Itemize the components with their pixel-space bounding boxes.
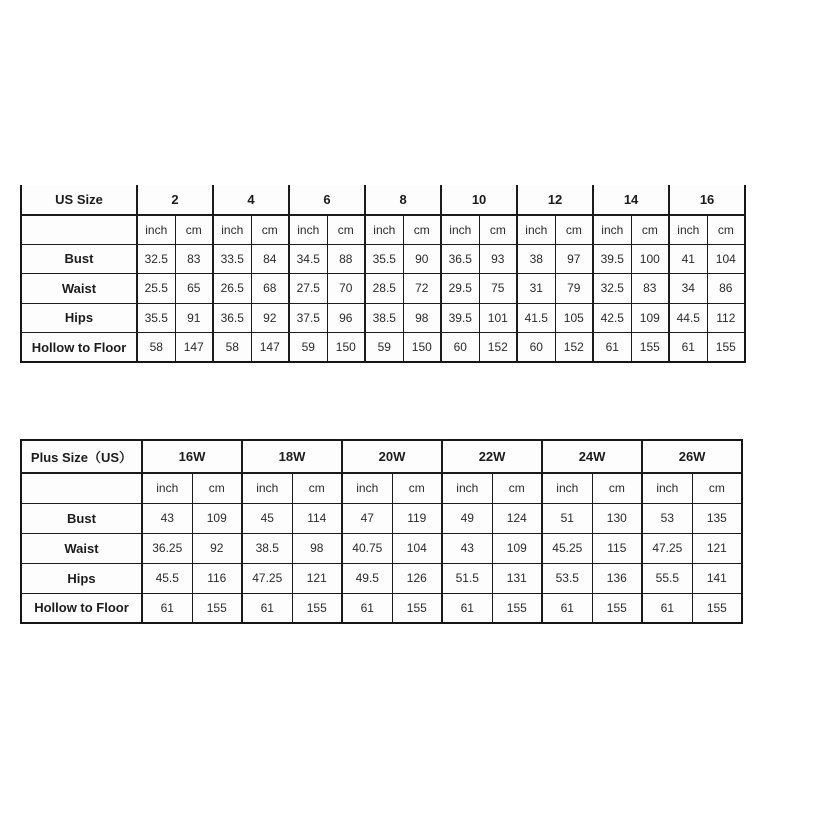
empty-corner-cell [21,215,137,245]
size-column-header: 6 [289,185,365,215]
value-inch-cell: 25.5 [137,274,175,304]
value-cm-cell: 100 [631,244,669,274]
value-inch-cell: 32.5 [593,274,631,304]
header-row [21,185,745,215]
value-cm-cell: 155 [492,593,542,623]
value-cm-cell: 150 [403,333,441,363]
value-inch-cell: 61 [593,333,631,363]
value-cm-cell: 97 [555,244,593,274]
unit-header-inch: inch [242,473,292,503]
unit-header-cm: cm [492,473,542,503]
value-inch-cell: 38.5 [242,533,292,563]
unit-header-inch: inch [365,215,403,245]
value-cm-cell: 124 [492,503,542,533]
value-cm-cell: 70 [327,274,365,304]
unit-header-inch: inch [213,215,251,245]
value-cm-cell: 88 [327,244,365,274]
value-cm-cell: 104 [392,533,442,563]
value-cm-cell: 147 [251,333,289,363]
value-inch-cell: 49 [442,503,492,533]
value-cm-cell: 72 [403,274,441,304]
data-row [21,333,745,363]
value-inch-cell: 47 [342,503,392,533]
value-cm-cell: 114 [292,503,342,533]
value-inch-cell: 61 [142,593,192,623]
value-cm-cell: 104 [707,244,745,274]
value-cm-cell: 116 [192,563,242,593]
value-cm-cell: 105 [555,303,593,333]
unit-header-cm: cm [592,473,642,503]
unit-header-inch: inch [342,473,392,503]
value-inch-cell: 40.75 [342,533,392,563]
value-inch-cell: 47.25 [242,563,292,593]
unit-header-cm: cm [327,215,365,245]
unit-header-cm: cm [631,215,669,245]
size-column-header: 12 [517,185,593,215]
unit-header-cm: cm [555,215,593,245]
value-cm-cell: 68 [251,274,289,304]
value-cm-cell: 150 [327,333,365,363]
data-row [21,533,742,563]
table-corner-label: US Size [21,185,137,215]
unit-header-inch: inch [542,473,592,503]
value-cm-cell: 136 [592,563,642,593]
value-cm-cell: 121 [292,563,342,593]
value-cm-cell: 101 [479,303,517,333]
value-cm-cell: 96 [327,303,365,333]
value-cm-cell: 119 [392,503,442,533]
data-row [21,563,742,593]
value-inch-cell: 38 [517,244,555,274]
value-cm-cell: 98 [292,533,342,563]
value-inch-cell: 58 [137,333,175,363]
value-cm-cell: 126 [392,563,442,593]
value-inch-cell: 49.5 [342,563,392,593]
value-cm-cell: 152 [555,333,593,363]
value-cm-cell: 155 [707,333,745,363]
size-column-header: 14 [593,185,669,215]
value-cm-cell: 109 [631,303,669,333]
value-cm-cell: 75 [479,274,517,304]
value-inch-cell: 26.5 [213,274,251,304]
value-inch-cell: 42.5 [593,303,631,333]
unit-header-inch: inch [669,215,707,245]
value-inch-cell: 58 [213,333,251,363]
value-inch-cell: 36.5 [213,303,251,333]
unit-header-inch: inch [142,473,192,503]
value-inch-cell: 35.5 [365,244,403,274]
unit-header-cm: cm [479,215,517,245]
measurement-label: Hollow to Floor [21,593,142,623]
measurement-label: Bust [21,503,142,533]
data-row [21,244,745,274]
value-cm-cell: 155 [292,593,342,623]
value-inch-cell: 61 [242,593,292,623]
value-inch-cell: 60 [517,333,555,363]
us-size-table [20,185,746,363]
unit-header-cm: cm [403,215,441,245]
size-column-header: 20W [342,440,442,473]
value-inch-cell: 43 [142,503,192,533]
measurement-label: Bust [21,244,137,274]
measurement-label: Waist [21,533,142,563]
value-cm-cell: 147 [175,333,213,363]
unit-header-inch: inch [593,215,631,245]
value-cm-cell: 115 [592,533,642,563]
value-inch-cell: 47.25 [642,533,692,563]
value-inch-cell: 38.5 [365,303,403,333]
value-inch-cell: 61 [642,593,692,623]
data-row [21,274,745,304]
value-inch-cell: 55.5 [642,563,692,593]
unit-header-cm: cm [175,215,213,245]
value-cm-cell: 135 [692,503,742,533]
unit-header-inch: inch [642,473,692,503]
size-column-header: 24W [542,440,642,473]
value-inch-cell: 53.5 [542,563,592,593]
value-cm-cell: 65 [175,274,213,304]
value-inch-cell: 39.5 [593,244,631,274]
value-inch-cell: 34.5 [289,244,327,274]
value-inch-cell: 35.5 [137,303,175,333]
measurement-label: Hips [21,303,137,333]
value-inch-cell: 61 [542,593,592,623]
value-inch-cell: 59 [365,333,403,363]
value-cm-cell: 131 [492,563,542,593]
value-cm-cell: 83 [175,244,213,274]
value-inch-cell: 45.25 [542,533,592,563]
value-inch-cell: 41 [669,244,707,274]
value-cm-cell: 84 [251,244,289,274]
unit-header-cm: cm [192,473,242,503]
value-inch-cell: 44.5 [669,303,707,333]
value-inch-cell: 37.5 [289,303,327,333]
value-inch-cell: 34 [669,274,707,304]
value-inch-cell: 60 [441,333,479,363]
value-inch-cell: 27.5 [289,274,327,304]
value-cm-cell: 91 [175,303,213,333]
data-row [21,593,742,623]
value-inch-cell: 36.5 [441,244,479,274]
unit-header-inch: inch [137,215,175,245]
units-row [21,473,742,503]
value-cm-cell: 130 [592,503,642,533]
value-inch-cell: 61 [342,593,392,623]
units-row [21,215,745,245]
value-inch-cell: 45 [242,503,292,533]
header-row [21,440,742,473]
unit-header-cm: cm [251,215,289,245]
value-cm-cell: 109 [192,503,242,533]
value-inch-cell: 31 [517,274,555,304]
measurement-label: Waist [21,274,137,304]
value-cm-cell: 98 [403,303,441,333]
size-column-header: 22W [442,440,542,473]
table-corner-label: Plus Size（US） [21,440,142,473]
size-column-header: 16 [669,185,745,215]
value-inch-cell: 41.5 [517,303,555,333]
value-inch-cell: 61 [669,333,707,363]
measurement-label: Hollow to Floor [21,333,137,363]
empty-corner-cell [21,473,142,503]
unit-header-inch: inch [289,215,327,245]
size-column-header: 4 [213,185,289,215]
value-cm-cell: 79 [555,274,593,304]
size-column-header: 8 [365,185,441,215]
data-row [21,503,742,533]
value-cm-cell: 155 [631,333,669,363]
unit-header-cm: cm [707,215,745,245]
value-inch-cell: 39.5 [441,303,479,333]
value-inch-cell: 43 [442,533,492,563]
value-cm-cell: 155 [592,593,642,623]
unit-header-cm: cm [392,473,442,503]
value-inch-cell: 61 [442,593,492,623]
value-cm-cell: 93 [479,244,517,274]
size-column-header: 10 [441,185,517,215]
value-inch-cell: 53 [642,503,692,533]
size-column-header: 18W [242,440,342,473]
size-column-header: 26W [642,440,742,473]
unit-header-cm: cm [692,473,742,503]
value-inch-cell: 32.5 [137,244,175,274]
size-column-header: 2 [137,185,213,215]
data-row [21,303,745,333]
value-cm-cell: 121 [692,533,742,563]
value-inch-cell: 45.5 [142,563,192,593]
plus-size-table [20,439,743,624]
unit-header-inch: inch [517,215,555,245]
value-inch-cell: 33.5 [213,244,251,274]
unit-header-inch: inch [441,215,479,245]
unit-header-cm: cm [292,473,342,503]
value-cm-cell: 155 [692,593,742,623]
value-cm-cell: 86 [707,274,745,304]
value-cm-cell: 92 [251,303,289,333]
measurement-label: Hips [21,563,142,593]
unit-header-inch: inch [442,473,492,503]
value-inch-cell: 36.25 [142,533,192,563]
size-column-header: 16W [142,440,242,473]
value-cm-cell: 152 [479,333,517,363]
value-inch-cell: 51 [542,503,592,533]
value-inch-cell: 59 [289,333,327,363]
value-cm-cell: 112 [707,303,745,333]
value-cm-cell: 109 [492,533,542,563]
value-cm-cell: 155 [192,593,242,623]
value-cm-cell: 155 [392,593,442,623]
value-cm-cell: 90 [403,244,441,274]
value-cm-cell: 92 [192,533,242,563]
value-inch-cell: 28.5 [365,274,403,304]
value-inch-cell: 51.5 [442,563,492,593]
value-inch-cell: 29.5 [441,274,479,304]
value-cm-cell: 83 [631,274,669,304]
value-cm-cell: 141 [692,563,742,593]
